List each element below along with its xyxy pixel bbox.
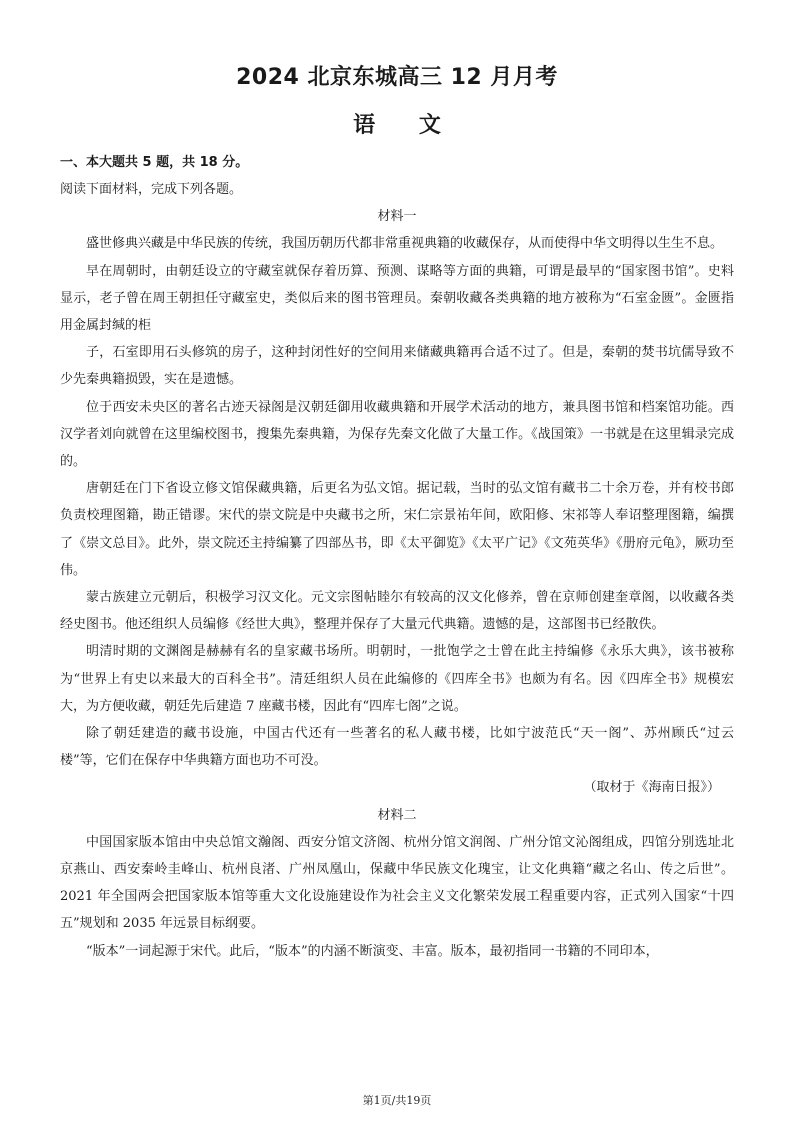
material-one-paragraph: 蒙古族建立元朝后，积极学习汉文化。元文宗图帖睦尔有较高的汉文化修养，曾在京师创建奎章阁，以收藏各类经史图书。他还组织人员编修《经世大典》，整理并保存了大量元代典籍。遗憾的是，这部图书已经散佚。 (60, 590, 734, 633)
exam-title: 2024 北京东城高三 12 月月考 (236, 65, 558, 90)
material-one-label: 材料一 (377, 209, 417, 225)
material-two-label: 材料二 (377, 807, 417, 823)
page-number: 第1页/共19页 (362, 1094, 432, 1107)
section-heading: 一、本大题共 5 题，共 18 分。 (60, 155, 249, 170)
section-instruction: 阅读下面材料，完成下列各题。 (60, 182, 243, 197)
material-one-paragraph: 除了朝廷建造的藏书设施，中国古代还有一些著名的私人藏书楼，比如宁波范氏“天一阁”、苏州顾氏“过云楼”等，它们在保存中华典籍方面也功不可没。 (60, 726, 734, 769)
material-one-paragraph: 位于西安未央区的著名古迹天禄阁是汉朝廷御用收藏典籍和开展学术活动的地方，兼具图书馆和档案馆功能。西汉学者刘向就曾在这里编校图书，搜集先秦典籍，为保存先秦文化做了大量工作。《战国策》一书就是在这里辑录完成的。 (60, 399, 734, 470)
material-two-paragraph: 中国国家版本馆由中央总馆文瀚阁、西安分馆文济阁、杭州分馆文润阁、广州分馆文沁阁组成，四馆分别选址北京燕山、西安秦岭圭峰山、杭州良渚、广州凤凰山，保藏中华民族文化瑰宝，让文化典籍“藏之名山、传之后世”。2021 年全国两会把国家版本馆等重大文化设施建设作为社会主义文化繁荣发展工程重要内容，正式列入国家“十四五”规划和 2035 年远景目标纲要。 (60, 834, 734, 932)
material-one-source: （取材于《海南日报》） (583, 780, 720, 796)
material-two-paragraph: “版本”一词起源于宋代。此后，“版本”的内涵不断演变、丰富。版本，最初指同一书籍的不同印本， (86, 943, 659, 959)
subject-title: 语 文 (353, 113, 441, 138)
material-one-paragraph: 早在周朝时，由朝廷设立的守藏室就保存着历算、预测、谋略等方面的典籍，可谓是最早的“国家图书馆”。史料显示，老子曾在周王朝担任守藏室史，类似后来的图书管理员。秦朝收藏各类典籍的地方被称为“石室金匮”。金匮指用金属封缄的柜 (60, 263, 734, 334)
document-body (60, 150, 734, 965)
material-one-paragraph: 盛世修典兴藏是中华民族的传统，我国历朝历代都非常重视典籍的收藏保存，从而使得中华文明得以生生不息。 (86, 236, 724, 252)
material-one-paragraph: 唐朝廷在门下省设立修文馆保藏典籍，后更名为弘文馆。据记载，当时的弘文馆有藏书二十余万卷，并有校书郎负责校理图籍，勘正错谬。宋代的崇文院是中央藏书之所，宋仁宗景祐年间，欧阳修、宋祁等人奉诏整理图籍，编撰了《崇文总目》。此外，崇文院还主持编纂了四部丛书，即《太平御览》《太平广记》《文苑英华》《册府元龟》，厥功至伟。 (60, 481, 734, 578)
material-one-paragraph: 明清时期的文渊阁是赫赫有名的皇家藏书场所。明朝时，一批饱学之士曾在此主持编修《永乐大典》，该书被称为“世界上有史以来最大的百科全书”。清廷组织人员在此编修的《四库全书》也颇为有名。因《四库全书》规模宏大，为方便收藏，朝廷先后建造 7 座藏书楼，因此有“四库七阁”之说。 (60, 644, 734, 714)
material-one-paragraph: 子，石室即用石头修筑的房子，这种封闭性好的空间用来储藏典籍再合适不过了。但是，秦朝的焚书坑儒导致不少先秦典籍损毁，实在是遗憾。 (60, 345, 734, 388)
